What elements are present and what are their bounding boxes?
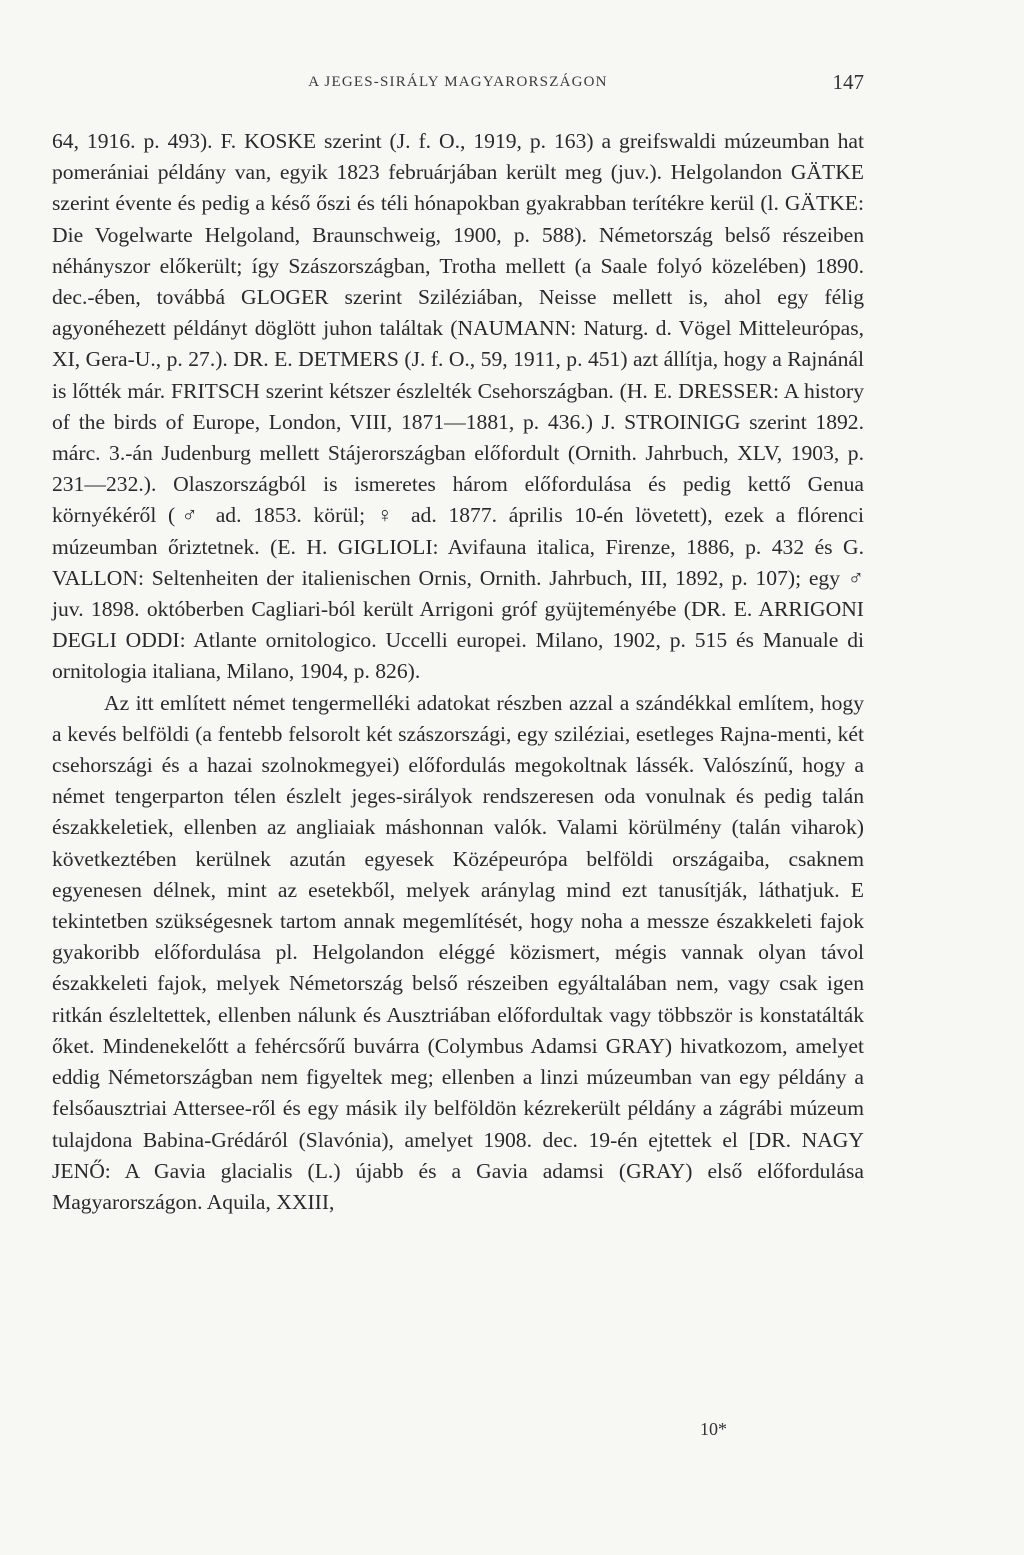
paragraph-2: Az itt említett német tengermelléki adatokat részben azzal a szándékkal említem, hogy a kevés belföldi (a fentebb felsorolt két szászországi, egy sziléziai, esetleges Rajna-menti, két csehországi és a hazai szolnokmegyei) előfordulás megokoltnak lássék. Valószínű, hogy a német tengerparton télen észlelt jeges-sirályok rendszeresen oda vonulnak és pedig talán északkeletiek, ellenben az angliaiak máshonnan valók. Valami körülmény (talán viharok) következtében kerülnek azután egyesek Középeurópa belföldi országaiba, csaknem egyenesen délnek, mint az esetekből, melyek aránylag mind ezt tanusítják, láthatjuk. E tekintetben szükségesnek tartom annak megemlítését, hogy noha a messze északkeleti fajok gyakoribb előfordulása pl. Helgolandon eléggé közismert, mégis vannak olyan távol északkeleti fajok, melyek Németország belső részeiben egyáltalában nem, vagy csak igen ritkán észleltettek, ellenben nálunk és Ausztriában előfordultak vagy többször is konstatálták őket. Mindenekelőtt a fehércsőrű buvárra (Colymbus Adamsi GRAY) hivatkozom, amelyet eddig Németországban nem figyeltek meg; ellenben a linzi múzeumban van egy példány a felsőausztriai Attersee-ről és egy másik ily belföldön kézrekerült példány a zágrábi múzeum tulajdona Babina-Grédáról (Slavónia), amelyet 1908. dec. 19-én ejtettek el [DR. NAGY JENŐ: A Gavia glacialis (L.) újabb és a Gavia adamsi (GRAY) első előfordulása Magyarországon. Aquila, XXIII, — [52, 690, 864, 1214]
running-title: A JEGES-SIRÁLY MAGYARORSZÁGON — [308, 74, 608, 90]
body-text — [52, 126, 864, 1218]
page-number: 147 — [832, 70, 864, 94]
page — [52, 60, 864, 1218]
signature-mark: 10* — [700, 1419, 727, 1439]
paragraph-1: 64, 1916. p. 493). F. KOSKE szerint (J. f. O., 1919, p. 163) a greifswaldi múzeumban hat pomerániai példány van, egyik 1823 februárjában került meg (juv.). Helgolandon GÄTKE szerint évente és pedig a késő őszi és téli hónapokban gyakrabban terítékre kerül (l. GÄTKE: Die Vogelwarte Helgoland, Braunschweig, 1900, p. 588). Németország belső részeiben néhányszor előkerült; így Szászországban, Trotha mellett (a Saale folyó közelében) 1890. dec.-ében, továbbá GLOGER szerint Sziléziában, Neisse mellett is, ahol egy félig agyonéhezett példányt döglött juhon találtak (NAUMANN: Naturg. d. Vögel Mitteleurópas, XI, Gera-U., p. 27.). DR. E. DETMERS (J. f. O., 59, 1911, p. 451) azt állítja, hogy a Rajnánál is lőtték már. FRITSCH szerint kétszer észlelték Csehországban. (H. E. DRESSER: A history of the birds of Europe, London, VIII, 1871—1881, p. 436.) J. STROINIGG szerint 1892. márc. 3.-án Judenburg mellett Stájerországban előfordult (Ornith. Jahrbuch, XLV, 1903, p. 231—232.). Olaszországból is ismeretes három előfordulása és pedig kettő Genua környékéről (♂ ad. 1853. körül; ♀ ad. 1877. április 10-én lövetett), ezek a flórenci múzeumban őriztetnek. (E. H. GIGLIOLI: Avifauna italica, Firenze, 1886, p. 432 és G. VALLON: Seltenheiten der italienischen Ornis, Ornith. Jahrbuch, III, 1892, p. 107); egy ♂ juv. 1898. októberben Cagliari-ból került Arrigoni gróf gyüjteményébe (DR. E. ARRIGONI DEGLI ODDI: Atlante ornitologico. Uccelli europei. Milano, 1902, p. 515 és Manuale di ornitologia italiana, Milano, 1904, p. 826). — [52, 129, 864, 684]
running-head — [52, 60, 864, 100]
